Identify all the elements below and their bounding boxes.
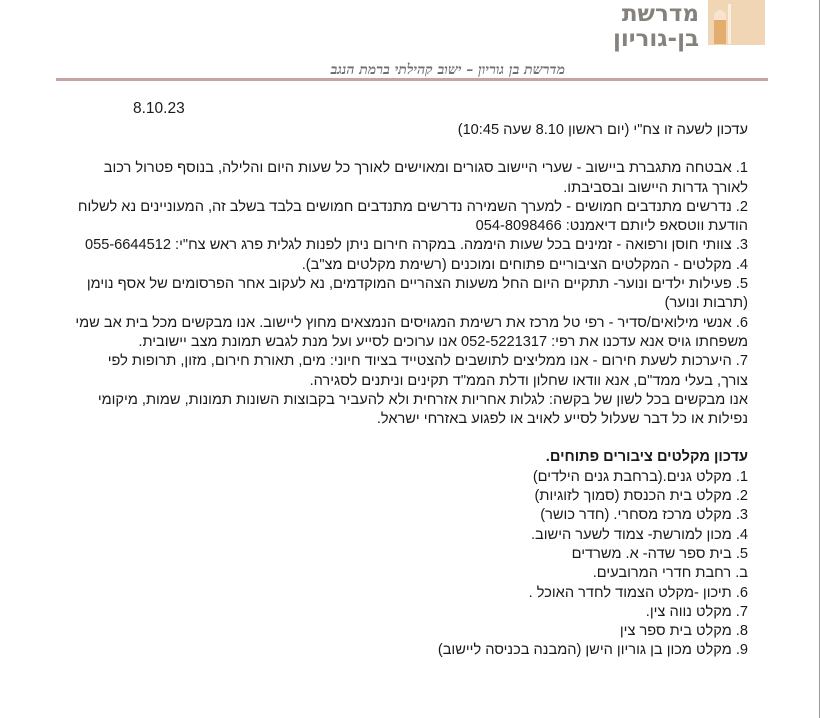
update-item: 3. צוותי חוסן ורפואה - זמינים בכל שעות היממה. במקרה חירום ניתן לפנות לגלית פרג ראש צח"י: 055-6644512	[84, 237, 748, 254]
shelter-item: ב. רחבת חדרי המרובעים.	[592, 565, 748, 582]
letterhead-subtitle: מדרשת בן גוריון – ישוב קהילתי ברמת הנגב	[330, 62, 565, 78]
spacer	[75, 140, 748, 159]
document-body	[75, 121, 748, 661]
shelter-item: 2. מקלט בית הכנסת (סמוך לזוגיות)	[534, 488, 748, 505]
logo-text	[579, 2, 699, 52]
logo-emblem-icon	[708, 0, 765, 45]
shelter-item: 1. מקלט גנים.(ברחבת גנים הילדים)	[532, 468, 748, 485]
document-date: 8.10.23	[133, 100, 185, 117]
logo-line-2: בן-גוריון	[612, 26, 699, 52]
shelter-item: 6. תיכון -מקלט הצמוד לחדר האוכל .	[528, 584, 748, 601]
spacer	[75, 429, 748, 448]
logo-line-1: מדרשת	[621, 1, 699, 27]
update-item: 5. פעילות ילדים ונוער- תתקיים היום החל משעות הצהריים המוקדמים, נא לעקוב אחר הפרסומים של אסף נוימן (תרבות ונוער)	[86, 276, 748, 312]
shelter-item: 4. מכון למורשת- צמוד לשער הישוב.	[530, 526, 748, 543]
update-item: 7. היערכות לשעת חירום - אנו ממליצים לתושבים להצטייד בציוד חיוני: מים, תאורת חירום, מזון, תרופות לפי צורך, בעלי ממד"ם, אנא וודאו שחלון ודלת הממ"ד תקינים וניתנים לסגירה.	[107, 353, 748, 389]
shelter-item: 8. מקלט בית ספר צין	[619, 623, 748, 640]
request-paragraph: אנו מבקשים בכל לשון של בקשה: לגלות אחריות אזרחית ולא להעביר בקבוצות השונות תמונות, שמות, מיקומי נפילות או כל דבר שעלול לסייע לאויב או לפגוע באזרחי ישראל.	[97, 391, 748, 428]
update-item: 1. אבטחה מתגברת ביישוב - שערי היישוב סגורים ומאוישים לאורך כל שעות היום והלילה, בנוסף פטרול רכוב לאורך גדרות היישוב ובסביבתו.	[103, 160, 748, 196]
shelters-title: עדכון מקלטים ציבורים פתוחים.	[545, 449, 748, 466]
shelter-item: 5. בית ספר שדה- א. משרדים	[571, 545, 748, 562]
update-line: עדכון לשעה זו צח"י (יום ראשון 8.10 שעה 10:45)	[457, 122, 748, 138]
shelter-item: 9. מקלט מכון בן גוריון הישן (המבנה בכניסה ליישוב)	[437, 642, 748, 659]
update-item: 2. נדרשים מתנדבים חמושים - למערך השמירה נדרשים מתנדבים חמושים בלבד בשלב זה, המעוניינים נא לשלוח הודעת ווטסאפ ליותם דיאמנט: 054-8098466	[77, 198, 748, 235]
shelter-item: 7. מקלט נווה צין.	[645, 603, 748, 620]
update-item: 6. אנשי מילואים/סדיר - רפי טל מרכז את רשימת המגויסים הנמצאים מחוץ ליישוב. אנו מבקשים מכל בית אב שמי משפחתו גויס אנא עדכנו את רפי: 052-5221317 אנו ערוכים לסייע ועל מנת לגבש תמונת מצב יישובית.	[75, 314, 748, 350]
header-divider	[56, 78, 768, 81]
update-item: 4. מקלטים - המקלטים הציבוריים פתוחים ומוכנים (רשימת מקלטים מצ"ב).	[301, 256, 748, 273]
shelter-item: 3. מקלט מרכז מסחרי. (חדר כושר)	[540, 507, 748, 524]
